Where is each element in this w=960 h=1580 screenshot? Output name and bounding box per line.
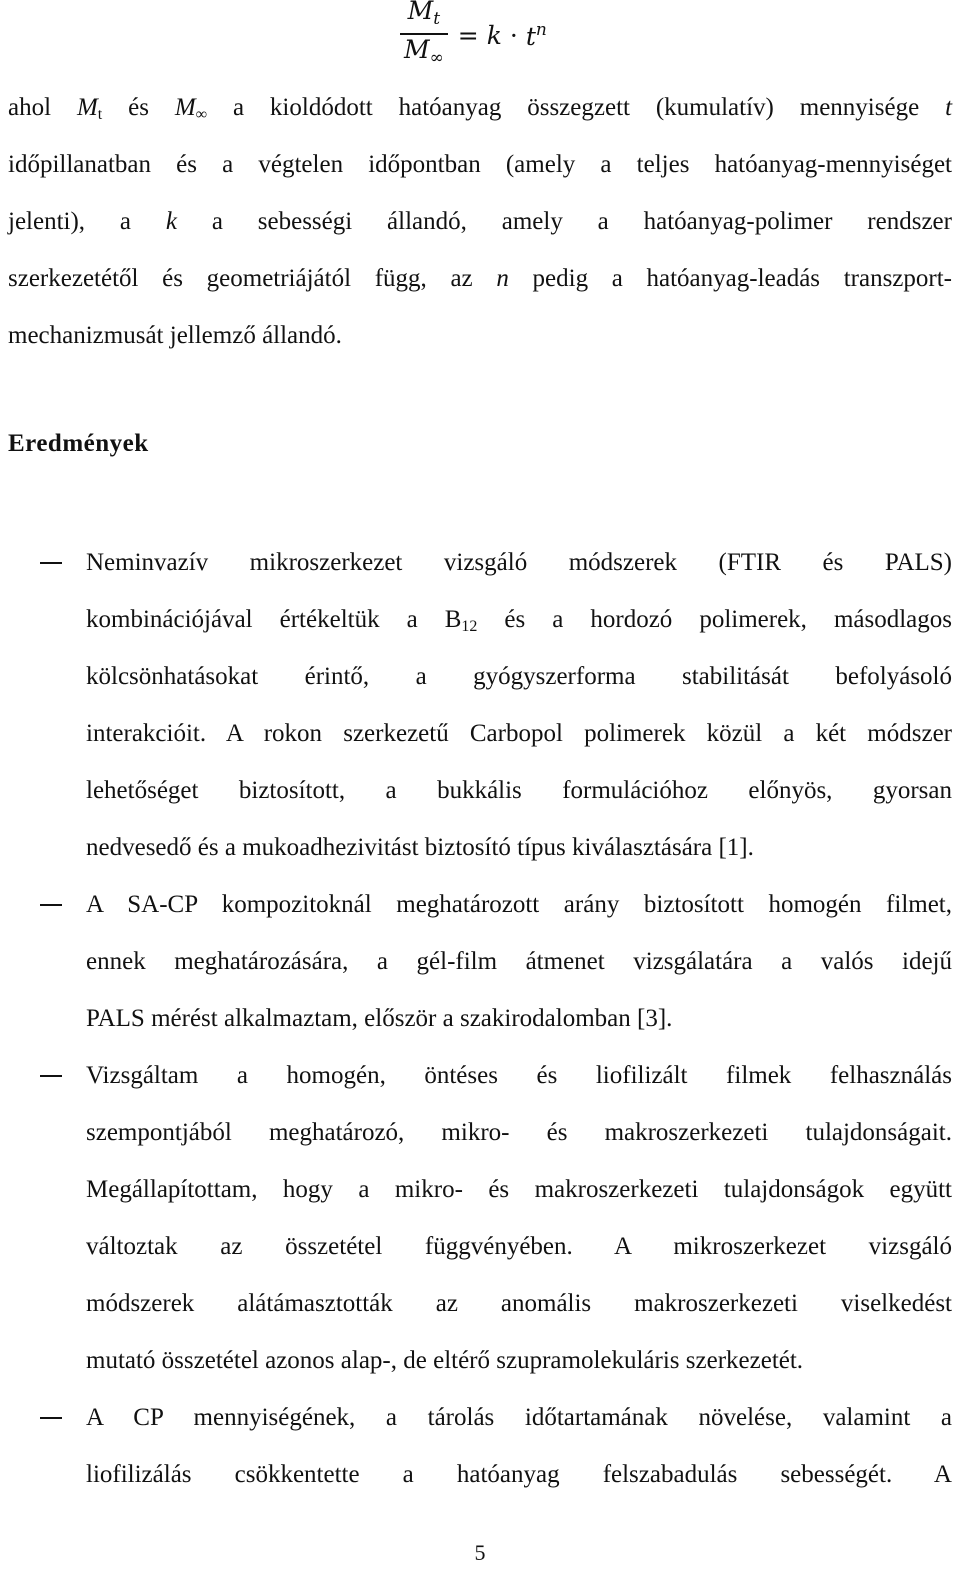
page-number: 5 — [474, 1540, 486, 1565]
intro-paragraph — [8, 79, 952, 364]
results-list — [0, 534, 960, 1503]
intro-line-4 — [8, 250, 952, 307]
equation-fraction — [400, 0, 448, 73]
list-item-text — [86, 876, 952, 1047]
text-line: Neminvazív mikroszerkezet vizsgáló módszerek (FTIR és PALS) — [86, 549, 952, 576]
list-item — [0, 534, 960, 876]
text-line: változtak az összetétel függvényében. A mikroszerkezet vizsgáló — [86, 1233, 952, 1260]
text-run: kombinációjával értékeltük a B — [86, 606, 462, 633]
list-item-text — [86, 1389, 952, 1503]
text-run: pedig a hatóanyag-leadás transzport- — [508, 265, 953, 292]
text-run: a kioldódott hatóanyag összegzett (kumulatív) mennyisége — [207, 94, 946, 121]
text-run: a sebességi állandó, amely a hatóanyag-polimer rendszer — [176, 208, 952, 235]
symbol-m: M — [76, 94, 98, 121]
text-line: mutató összetétel azonos alap-, de eltérő szupramolekuláris szerkezetét. — [86, 1347, 804, 1374]
intro-line-3 — [8, 193, 952, 250]
multiplication-dot: · — [509, 20, 518, 50]
text-line: liofilizálás csökkentette a hatóanyag felszabadulás sebességét. A — [86, 1461, 952, 1488]
text-line: Megállapítottam, hogy a mikro- és makroszerkezeti tulajdonságok együtt — [86, 1176, 952, 1203]
intro-line-1 — [8, 79, 952, 136]
list-item-text — [86, 534, 952, 876]
text-line: A SA-CP kompozitoknál meghatározott arány biztosított homogén filmet, — [86, 891, 952, 918]
text-line: Vizsgáltam a homogén, öntéses és liofilizált filmek felhasználás — [86, 1062, 952, 1089]
text-line: ennek meghatározására, a gél-film átmenet vizsgálatára a valós idejű — [86, 948, 952, 975]
text-run: ahol — [8, 94, 77, 121]
text-run: és a hordozó polimerek, másodlagos — [477, 606, 952, 633]
equation-t: t — [525, 21, 536, 51]
intro-line-5: mechanizmusát jellemző állandó. — [8, 322, 342, 349]
list-item — [0, 1047, 960, 1389]
subscript-infinity: ∞ — [195, 106, 208, 123]
denominator-symbol: M — [404, 35, 430, 64]
equation-denominator — [400, 35, 448, 73]
release-equation — [400, 0, 547, 70]
text-run: jelenti), a — [8, 208, 166, 235]
text-line: nedvesedő és a mukoadhezivitást biztosító típus kiválasztására [1]. — [86, 834, 754, 861]
equation-k: k — [486, 20, 502, 50]
text-line: A CP mennyiségének, a tárolás időtartamának növelése, valamint a — [86, 1404, 952, 1431]
list-item — [0, 1389, 960, 1503]
denominator-subscript: ∞ — [429, 48, 444, 68]
text-line — [86, 591, 952, 648]
dash-bullet — [40, 904, 62, 906]
text-line: kölcsönhatásokat érintő, a gyógyszerforma stabilitását befolyásoló — [86, 663, 952, 690]
equals-sign: = — [457, 20, 479, 50]
numerator-symbol: M — [407, 0, 434, 25]
text-line: PALS mérést alkalmaztam, először a szakirodalomban [3]. — [86, 1005, 673, 1032]
text-run: és — [102, 94, 175, 121]
dash-bullet — [40, 562, 62, 564]
dash-bullet — [40, 1417, 62, 1419]
intro-line-2: időpillanatban és a végtelen időpontban (amely a teljes hatóanyag-mennyiséget — [8, 151, 952, 178]
equation-numerator — [404, 0, 444, 33]
symbol-n: n — [496, 265, 509, 292]
subscript-t: t — [97, 106, 103, 123]
subscript-12: 12 — [461, 618, 478, 635]
text-line: módszerek alátámasztották az anomális makroszerkezeti viselkedést — [86, 1290, 952, 1317]
numerator-subscript: t — [433, 9, 441, 29]
symbol-k: k — [165, 208, 177, 235]
equation-rhs — [458, 20, 547, 51]
section-heading: Eredmények — [8, 430, 149, 457]
list-item-text — [86, 1047, 952, 1389]
list-item — [0, 876, 960, 1047]
equation-exponent: n — [535, 19, 547, 40]
text-run: szerkezetétől és geometriájától függ, az — [8, 265, 497, 292]
equation-power — [526, 20, 547, 51]
symbol-m: M — [174, 94, 196, 121]
dash-bullet — [40, 1075, 62, 1077]
text-line: lehetőséget biztosított, a bukkális formulációhoz előnyös, gyorsan — [86, 777, 952, 804]
text-line: interakcióit. A rokon szerkezetű Carbopol polimerek közül a két módszer — [86, 720, 952, 747]
symbol-t: t — [945, 94, 953, 121]
text-line: szempontjából meghatározó, mikro- és makroszerkezeti tulajdonságait. — [86, 1119, 952, 1146]
